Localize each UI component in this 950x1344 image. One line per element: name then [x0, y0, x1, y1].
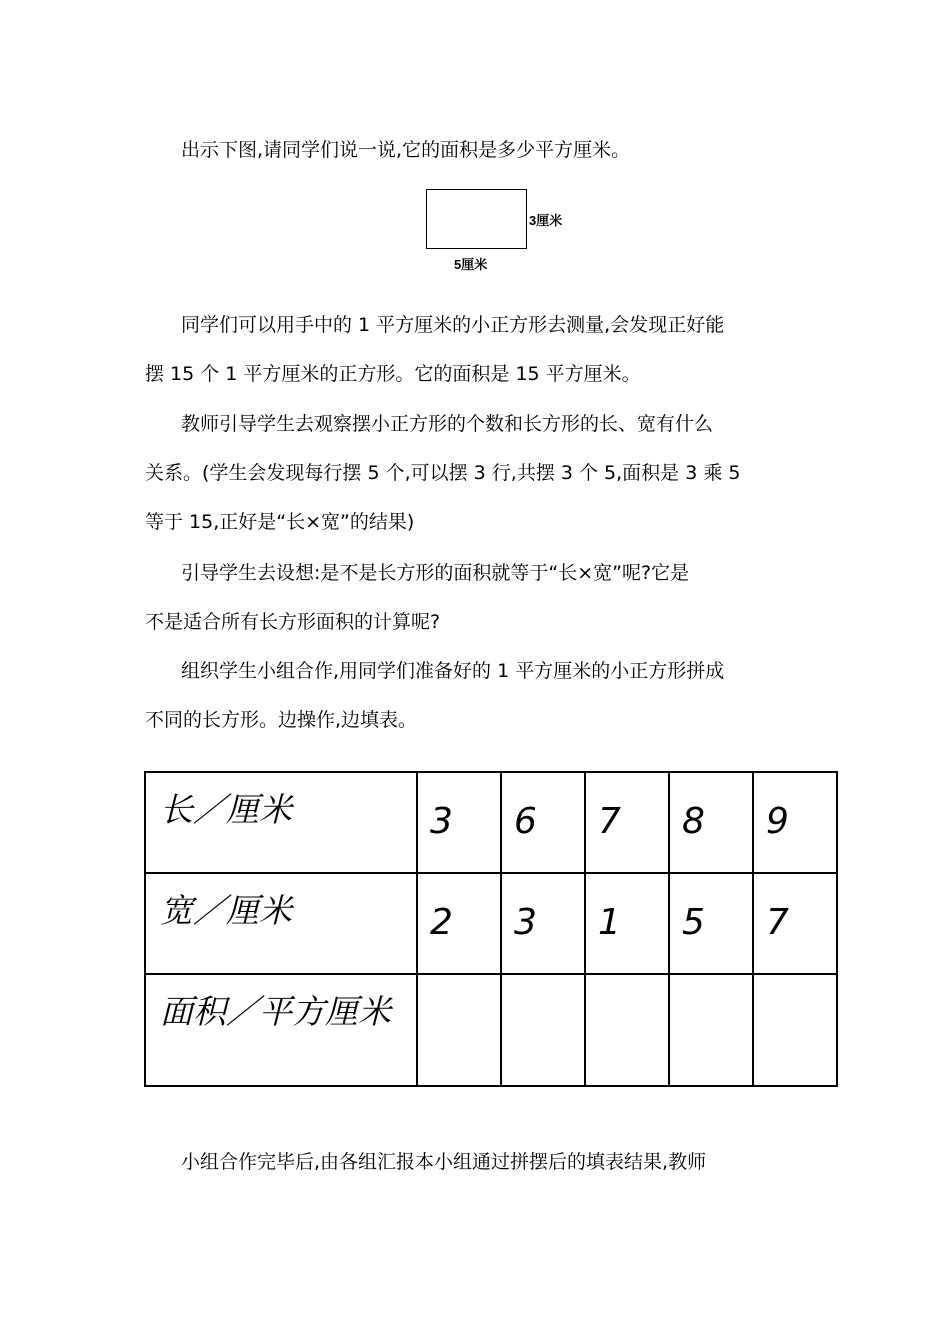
paragraph-observe-line-2: 关系。(学生会发现每行摆 5 个,可以摆 3 行,共摆 3 个 5,面积是 3 乘 5	[145, 462, 741, 484]
table-cell: 7	[753, 873, 837, 974]
table-cell-empty	[501, 974, 585, 1086]
paragraph-group-work-line-1: 组织学生小组合作,用同学们准备好的 1 平方厘米的小正方形拼成	[181, 660, 725, 682]
table-cell: 3	[501, 873, 585, 974]
paragraph-intro	[145, 126, 815, 175]
paragraph-group-work-line-2: 不同的长方形。边操作,边填表。	[145, 709, 418, 731]
table-row-width	[145, 873, 837, 974]
table-cell-empty	[753, 974, 837, 1086]
table-header-width: 宽／厘米	[145, 873, 417, 974]
paragraph-report	[145, 1138, 815, 1187]
paragraph-observe-line-1: 教师引导学生去观察摆小正方形的个数和长方形的长、宽有什么	[181, 413, 714, 435]
table-cell: 6	[501, 772, 585, 873]
table-cell-empty	[669, 974, 753, 1086]
table-cell: 8	[669, 772, 753, 873]
table-row-length	[145, 772, 837, 873]
table-header-area: 面积／平方厘米	[145, 974, 417, 1086]
paragraph-hypothesis	[145, 549, 815, 647]
rectangle-shape	[426, 189, 527, 249]
table-header-length: 长／厘米	[145, 772, 417, 873]
width-label: 5厘米	[454, 257, 488, 272]
paragraph-measure-line-2: 摆 15 个 1 平方厘米的正方形。它的面积是 15 平方厘米。	[145, 363, 641, 385]
height-label: 3厘米	[529, 213, 563, 228]
paragraph-intro-text: 出示下图,请同学们说一说,它的面积是多少平方厘米。	[181, 139, 631, 161]
paragraph-measure	[145, 301, 815, 399]
table-cell-empty	[585, 974, 669, 1086]
paragraph-group-work	[145, 647, 815, 745]
paragraph-hypothesis-line-1: 引导学生去设想:是不是长方形的面积就等于“长×宽”呢?它是	[181, 562, 690, 584]
table-cell-empty	[417, 974, 501, 1086]
table-cell: 3	[417, 772, 501, 873]
paragraph-observe-line-3: 等于 15,正好是“长×宽”的结果)	[145, 511, 415, 533]
table-cell: 9	[753, 772, 837, 873]
paragraph-report-line-1: 小组合作完毕后,由各组汇报本小组通过拼摆后的填表结果,教师	[181, 1151, 707, 1173]
paragraph-measure-line-1: 同学们可以用手中的 1 平方厘米的小正方形去测量,会发现正好能	[181, 314, 725, 336]
paragraph-hypothesis-line-2: 不是适合所有长方形面积的计算呢?	[145, 611, 441, 633]
table-cell: 7	[585, 772, 669, 873]
table-row-area	[145, 974, 837, 1086]
table-cell: 1	[585, 873, 669, 974]
rectangle-figure	[415, 182, 585, 272]
table-cell: 2	[417, 873, 501, 974]
table-cell: 5	[669, 873, 753, 974]
paragraph-observe	[145, 400, 815, 547]
fill-in-table	[144, 771, 838, 1087]
